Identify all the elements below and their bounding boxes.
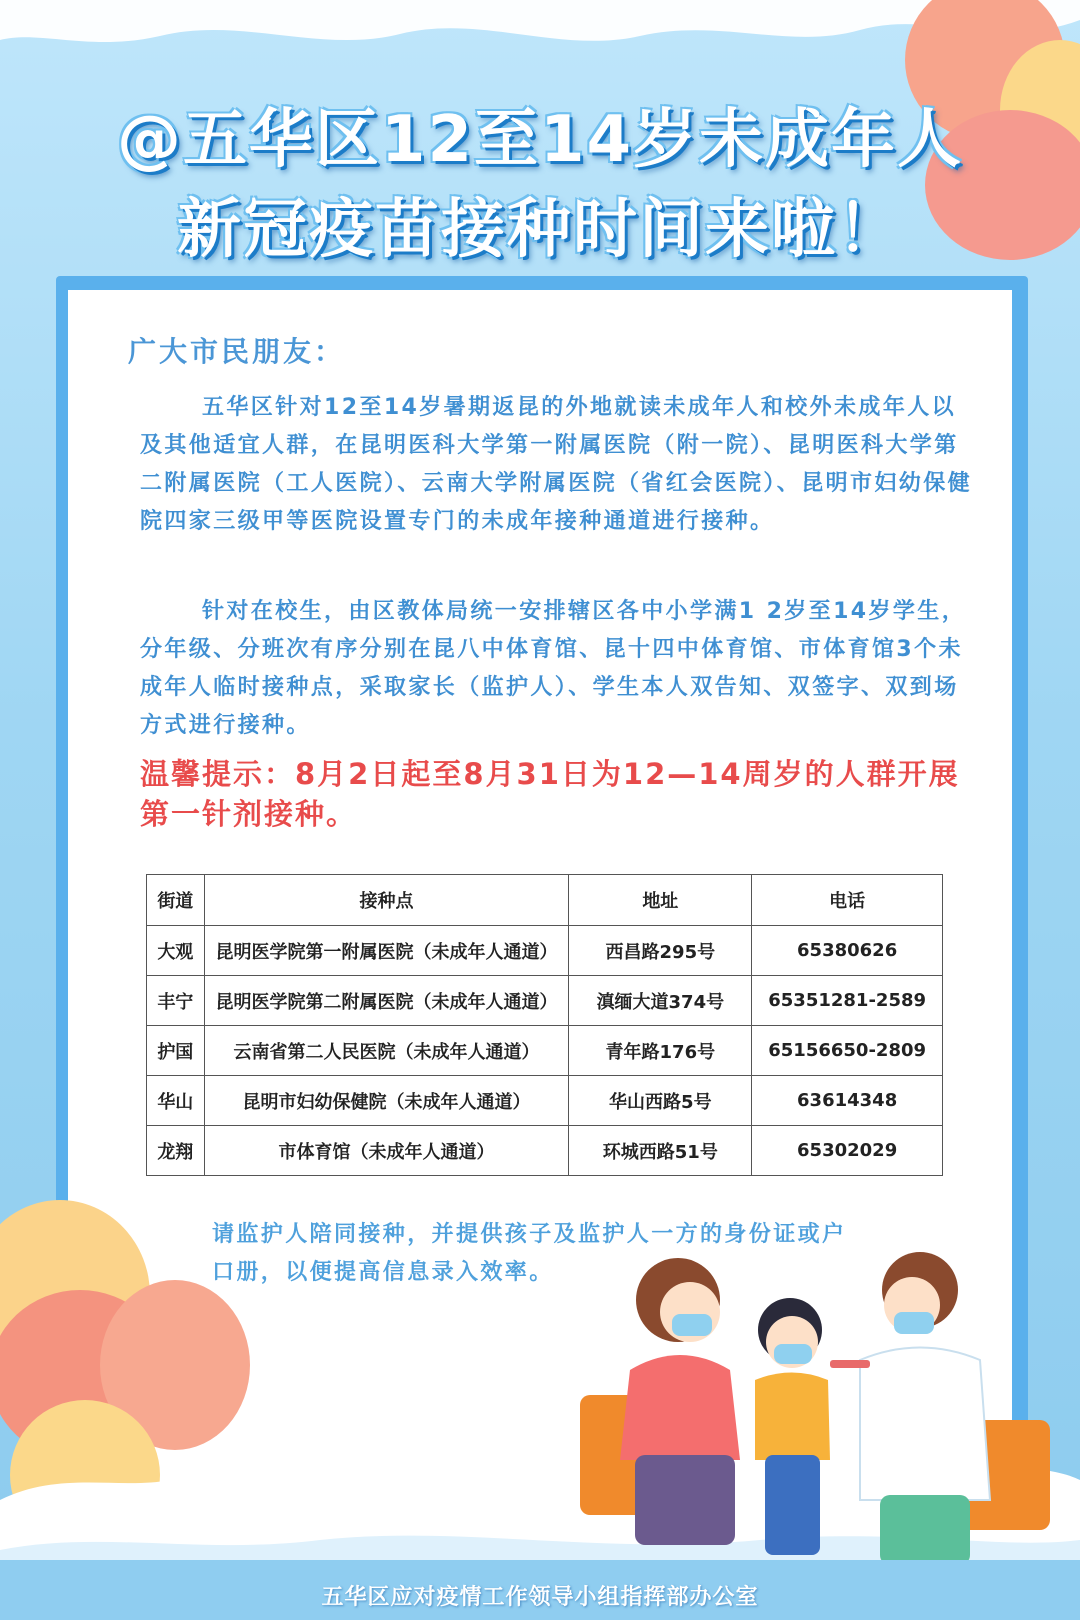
cell-site: 昆明医学院第一附属医院（未成年人通道） (204, 926, 569, 976)
cell-phone: 65351281-2589 (752, 976, 943, 1026)
cell-phone: 65380626 (752, 926, 943, 976)
cell-phone: 63614348 (752, 1076, 943, 1126)
cell-street: 华山 (147, 1076, 205, 1126)
paragraph-2: 针对在校生，由区教体局统一安排辖区各中小学满1 2岁至14岁学生，分年级、分班次有序分别在昆八中体育馆、昆十四中体育馆、市体育馆3个未成年人临时接种点，采取家长（监护人）、学生本人双告知、双签字、双到场方式进行接种。 (140, 599, 967, 738)
cell-address: 西昌路295号 (569, 926, 752, 976)
greeting: 广大市民朋友： (128, 335, 346, 368)
cell-street: 护国 (147, 1026, 205, 1076)
header-phone: 电话 (752, 875, 943, 926)
footer-issuer: 五华区应对疫情工作领导小组指挥部办公室 (321, 1585, 759, 1610)
cell-address: 青年路176号 (569, 1026, 752, 1076)
cell-site: 市体育馆（未成年人通道） (204, 1126, 569, 1176)
warm-tip: 温馨提示：8月2日起至8月31日为12—14周岁的人群开展第一针剂接种。 (140, 757, 960, 831)
paragraph-1: 五华区针对12至14岁暑期返昆的外地就读未成年人和校外未成年人以及其他适宜人群，在昆明医科大学第一附属医院（附一院）、昆明医科大学第二附属医院（工人医院）、云南大学附属医院（省红会医院）、昆明市妇幼保健院四家三级甲等医院设置专门的未成年接种通道进行接种。 (140, 395, 973, 534)
table-row (147, 926, 943, 976)
table-header-row (147, 875, 943, 926)
cell-address: 华山西路5号 (569, 1076, 752, 1126)
cell-site: 昆明市妇幼保健院（未成年人通道） (204, 1076, 569, 1126)
cell-phone: 65156650-2809 (752, 1026, 943, 1076)
cell-street: 龙翔 (147, 1126, 205, 1176)
vaccination-illustration (560, 1250, 1080, 1590)
cell-address: 环城西路51号 (569, 1126, 752, 1176)
header-site: 接种点 (204, 875, 569, 926)
vaccination-sites-table (146, 874, 943, 1176)
table-row (147, 976, 943, 1026)
cell-street: 丰宁 (147, 976, 205, 1026)
header-street: 街道 (147, 875, 205, 926)
guardian-reminder: 请监护人陪同接种，并提供孩子及监护人一方的身份证或户口册，以便提高信息录入效率。 (212, 1222, 847, 1285)
table-row (147, 1076, 943, 1126)
cell-phone: 65302029 (752, 1126, 943, 1176)
table-row (147, 1026, 943, 1076)
page-title-line2: 新冠疫苗接种时间来啦！ (177, 193, 903, 267)
header-address: 地址 (569, 875, 752, 926)
cell-site: 昆明医学院第二附属医院（未成年人通道） (204, 976, 569, 1026)
page-title-line1: @五华区12至14岁未成年人 (116, 103, 964, 177)
cell-street: 大观 (147, 926, 205, 976)
cell-address: 滇缅大道374号 (569, 976, 752, 1026)
cell-site: 云南省第二人民医院（未成年人通道） (204, 1026, 569, 1076)
table-row (147, 1126, 943, 1176)
